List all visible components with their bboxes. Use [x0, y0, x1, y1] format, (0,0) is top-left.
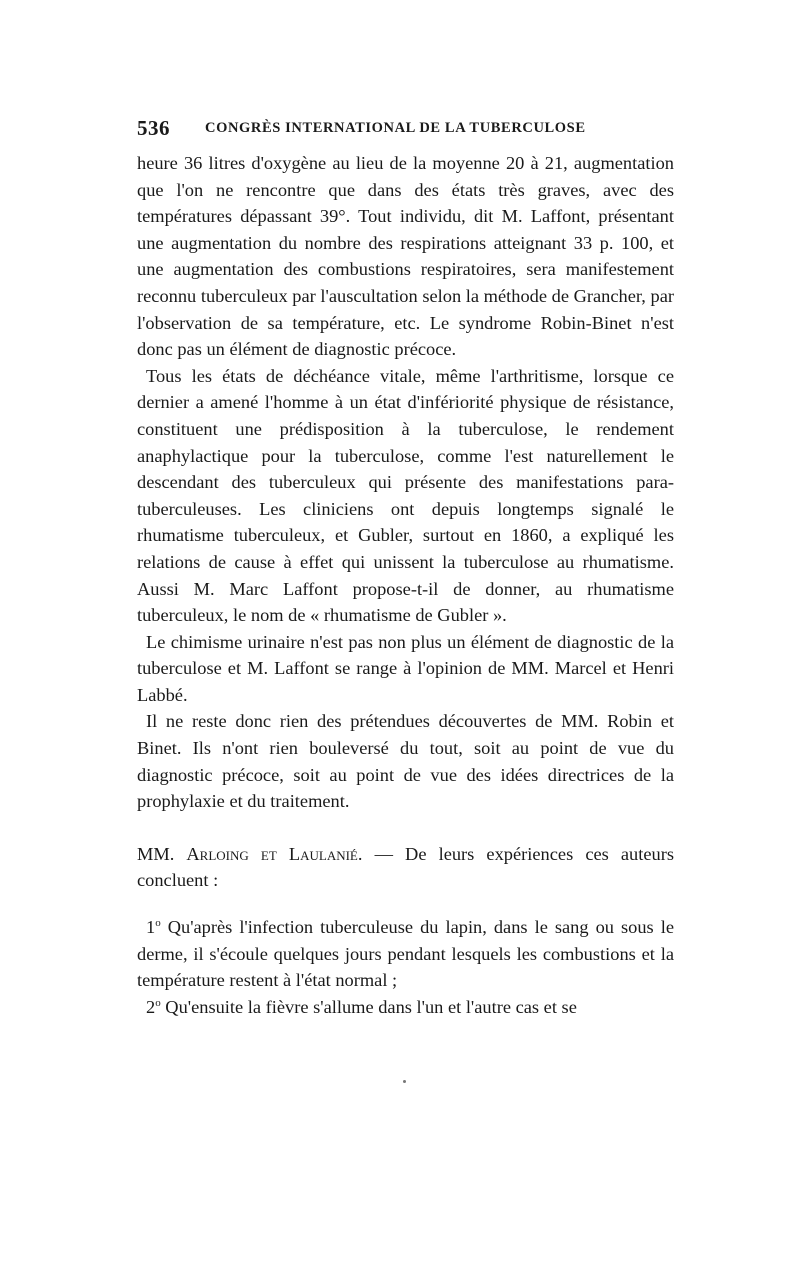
paragraph-5-prefix: MM.: [137, 843, 187, 864]
body-text: [137, 150, 674, 1020]
running-title: CONGRÈS INTERNATIONAL DE LA TUBERCULOSE: [205, 120, 586, 136]
list-item-1-text: Qu'après l'infection tuberculeuse du lapin, dans le sang ou sous le derme, il s'écoule quelques jours pendant lesquels les combustions et la température restent à l'état normal ;: [137, 917, 674, 991]
paragraph-5-rest: . — De leurs expériences ces auteurs concluent :: [137, 843, 674, 891]
paragraph-3: Le chimisme urinaire n'est pas non plus un élément de diagnostic de la tuberculose et M. Laffont se range à l'opinion de MM. Marcel et Henri Labbé.: [137, 631, 674, 705]
list-item-2: [137, 994, 674, 1021]
paragraph-1: heure 36 litres d'oxygène au lieu de la moyenne 20 à 21, augmentation que l'on ne rencontre que dans des états très graves, avec des températures dépassant 39°. Tout individu, dit M. Laffont, présentant une augmentation du nombre des respirations atteignant 33 p. 100, et une augmentation des combustions respiratoires, sera manifestement reconnu tuberculeux par l'auscultation selon la méthode de Grancher, par l'observation de sa température, etc. Le syndrome Robin-Binet n'est donc pas un élément de diagnostic précoce.: [137, 153, 674, 360]
page-number: 536: [137, 116, 170, 140]
list-item-2-ordinal: o: [155, 996, 161, 1009]
list-item-2-marker: 2: [146, 996, 156, 1017]
running-head: [137, 116, 677, 142]
list-item-1-marker: 1: [146, 917, 156, 938]
paragraph-5: [137, 841, 674, 894]
list-item-2-text: Qu'ensuite la fièvre s'allume dans l'un et l'autre cas et se: [160, 996, 577, 1017]
author-names: Arloing et Laulanié: [186, 843, 358, 864]
print-speck: [403, 1080, 406, 1083]
list-item-1: [137, 914, 674, 994]
paragraph-4: Il ne reste donc rien des prétendues découvertes de MM. Robin et Binet. Ils n'ont rien bouleversé du tout, soit au point de vue du diagnostic précoce, soit au point de vue des idées directrices de la prophylaxie et du traitement.: [137, 711, 674, 812]
list-item-1-ordinal: o: [155, 916, 161, 929]
paragraph-2: Tous les états de déchéance vitale, même l'arthritisme, lorsque ce dernier a amené l'homme à un état d'infériorité physique de résistance, constituent une prédisposition à la tuberculose, le rendement anaphylactique pour la tuberculose, comme l'est naturellement le descendant des tuberculeux qui présente des manifestations para-tuberculeuses. Les cliniciens ont depuis longtemps signalé le rhumatisme tuberculeux, et Gubler, surtout en 1860, a expliqué les relations de cause à effet qui unissent la tuberculose au rhumatisme. Aussi M. Marc Laffont propose-t-il de donner, au rhumatisme tuberculeux, le nom de « rhumatisme de Gubler ».: [137, 365, 674, 626]
